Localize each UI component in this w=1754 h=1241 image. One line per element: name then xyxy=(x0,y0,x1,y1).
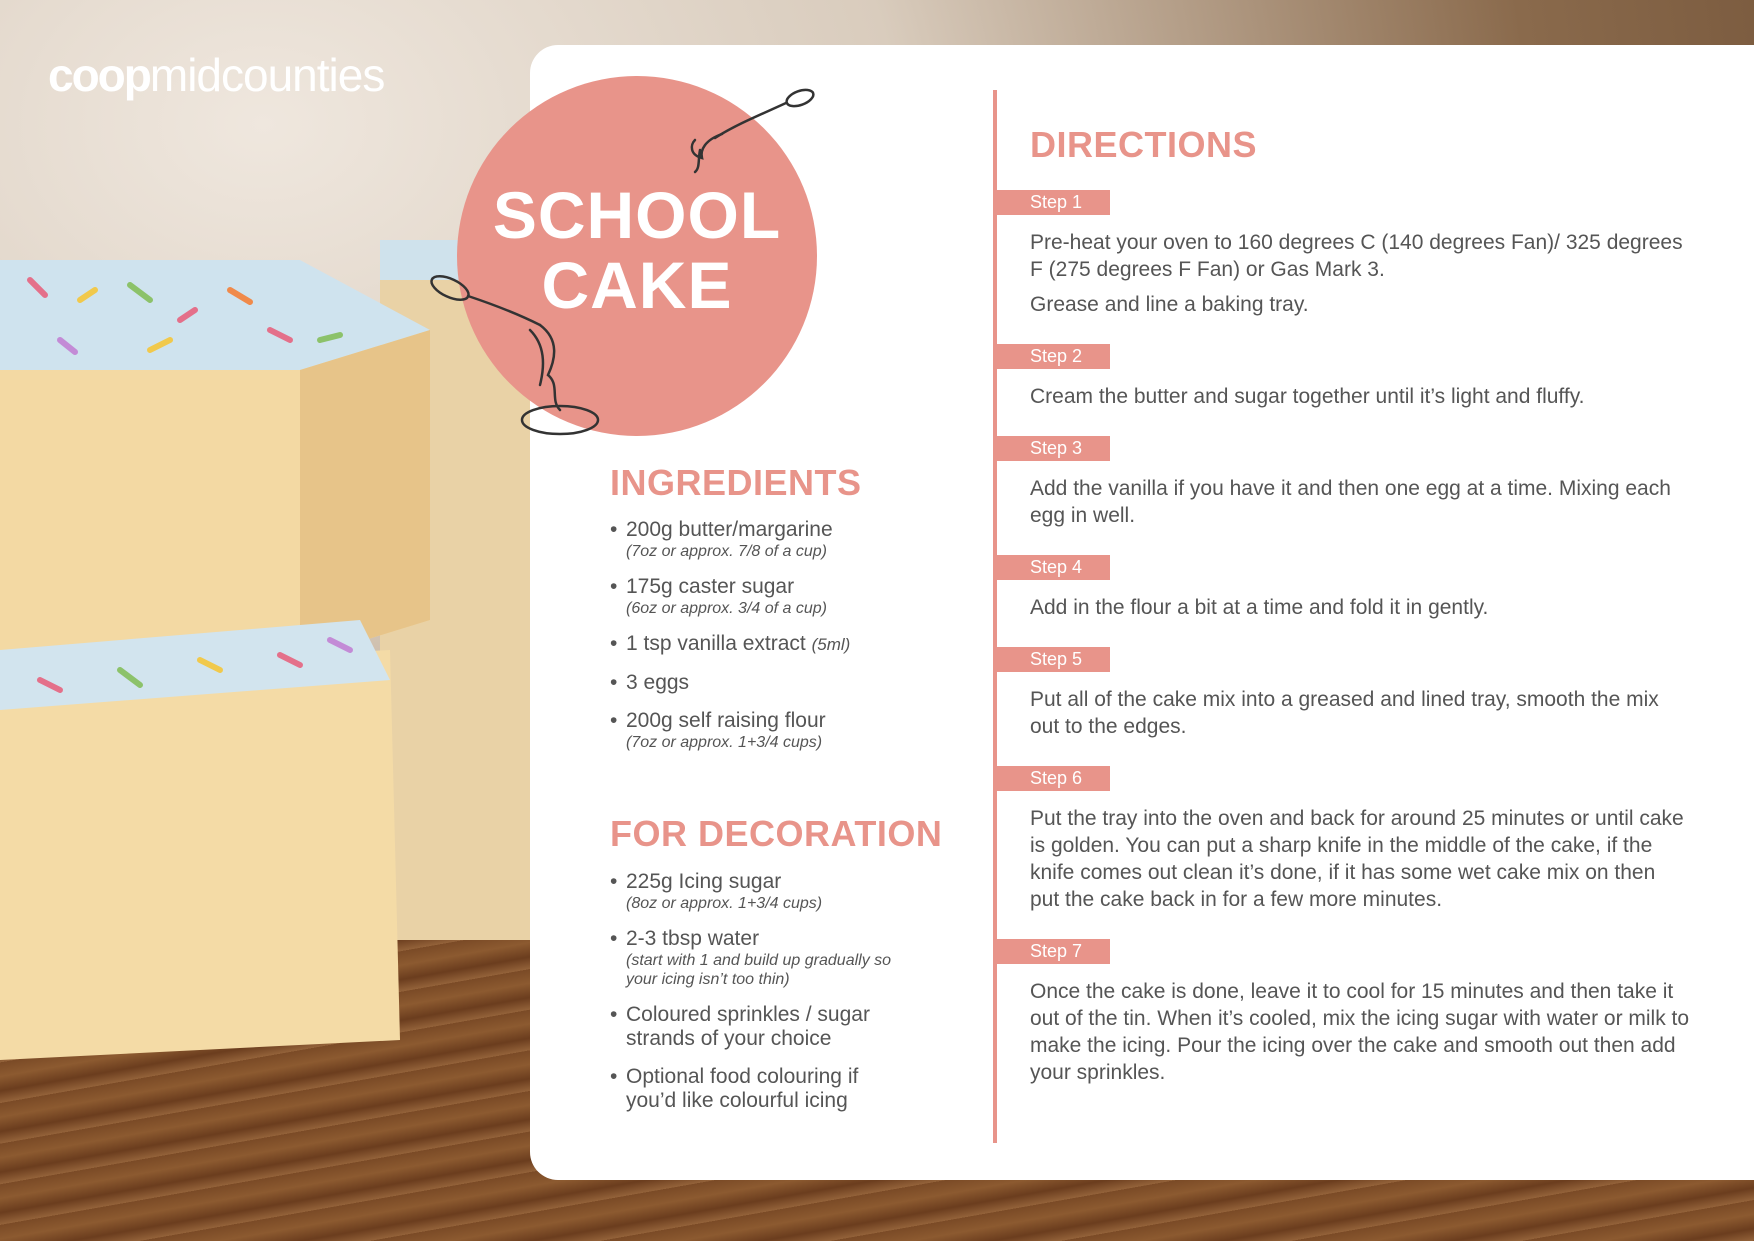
title-line-2: CAKE xyxy=(541,248,733,322)
ingredient-note: (7oz or approx. 1+3/4 cups) xyxy=(626,734,823,751)
list-item xyxy=(610,1003,910,1051)
step-badge: Step 2 xyxy=(993,344,1110,369)
decoration-main: • Coloured sprinkles / sugar strands of your choice xyxy=(626,1003,870,1050)
step xyxy=(1030,939,1690,1086)
decoration-main: • 225g Icing sugar xyxy=(626,870,782,893)
step-text: Add the vanilla if you have it and then one egg at a time. Mixing each egg in well. xyxy=(1030,477,1671,527)
step-badge: Step 1 xyxy=(993,190,1110,215)
directions-divider xyxy=(993,90,997,1143)
step-badge: Step 3 xyxy=(993,436,1110,461)
directions-steps xyxy=(1030,190,1690,1100)
list-item xyxy=(610,709,940,752)
decoration-note: (8oz or approx. 1+3/4 cups) xyxy=(626,895,823,912)
step-badge: Step 6 xyxy=(993,766,1110,791)
ingredients-list xyxy=(610,518,940,766)
ingredient-main: • 3 eggs xyxy=(626,671,690,694)
step xyxy=(1030,190,1690,318)
step-text: Add in the flour a bit at a time and fold it in gently. xyxy=(1030,596,1489,619)
list-item xyxy=(610,575,940,618)
ingredient-main: • 200g butter/margarine xyxy=(626,518,833,541)
list-item xyxy=(610,518,940,561)
recipe-title xyxy=(457,180,817,320)
step-text: Cream the butter and sugar together until it’s light and fluffy. xyxy=(1030,385,1585,408)
decoration-list xyxy=(610,870,910,1127)
ingredient-main: • 200g self raising flour xyxy=(626,709,826,732)
decoration-heading: FOR DECORATION xyxy=(610,813,943,854)
ingredient-main xyxy=(626,632,940,657)
logo-coop: coop xyxy=(48,49,150,101)
ingredient-inline-note: (5ml) xyxy=(811,635,851,654)
step xyxy=(1030,647,1690,740)
ingredient-main-text: 1 tsp vanilla extract xyxy=(626,632,812,655)
decoration-main: • Optional food colouring if you’d like colourful icing xyxy=(626,1065,859,1112)
step-text: Once the cake is done, leave it to cool for 15 minutes and then take it out of the tin. When it’s cooled, mix the icing sugar with water or milk to make the icing. Pour the icing over the cake and smooth out then add your sprinkles. xyxy=(1030,980,1690,1084)
decoration-main: • 2-3 tbsp water xyxy=(626,927,760,950)
step-text: Put the tray into the oven and back for around 25 minutes or until cake is golden. You can put a sharp knife in the middle of the cake, if the knife comes out clean it’s done, if it has some wet cake mix on then put the cake back in for a few more minutes. xyxy=(1030,807,1684,911)
list-item xyxy=(610,671,940,695)
title-line-1: SCHOOL xyxy=(492,178,782,252)
list-item xyxy=(610,870,910,913)
step xyxy=(1030,344,1690,410)
ingredients-heading: INGREDIENTS xyxy=(610,462,862,503)
step-badge: Step 7 xyxy=(993,939,1110,964)
step xyxy=(1030,436,1690,529)
step-text: Grease and line a baking tray. xyxy=(1030,293,1309,316)
cake-photo xyxy=(0,240,560,1140)
step xyxy=(1030,555,1690,621)
ingredient-main: • 175g caster sugar xyxy=(626,575,795,598)
step-text: Put all of the cake mix into a greased and lined tray, smooth the mix out to the edges. xyxy=(1030,688,1659,738)
ingredient-note: (6oz or approx. 3/4 of a cup) xyxy=(626,600,827,617)
decoration-note: (start with 1 and build up gradually so your icing isn’t too thin) xyxy=(626,952,892,988)
list-item xyxy=(610,1065,910,1113)
list-item xyxy=(610,927,910,989)
logo-midcounties: midcounties xyxy=(149,49,385,101)
step-text: Pre-heat your oven to 160 degrees C (140 degrees Fan)/ 325 degrees F (275 degrees F Fan) or Gas Mark 3. xyxy=(1030,231,1683,281)
step-badge: Step 5 xyxy=(993,647,1110,672)
directions-heading: DIRECTIONS xyxy=(1030,124,1258,165)
step-badge: Step 4 xyxy=(993,555,1110,580)
ingredient-note: (7oz or approx. 7/8 of a cup) xyxy=(626,543,827,560)
brand-logo xyxy=(48,48,384,102)
step xyxy=(1030,766,1690,913)
list-item xyxy=(610,632,940,657)
